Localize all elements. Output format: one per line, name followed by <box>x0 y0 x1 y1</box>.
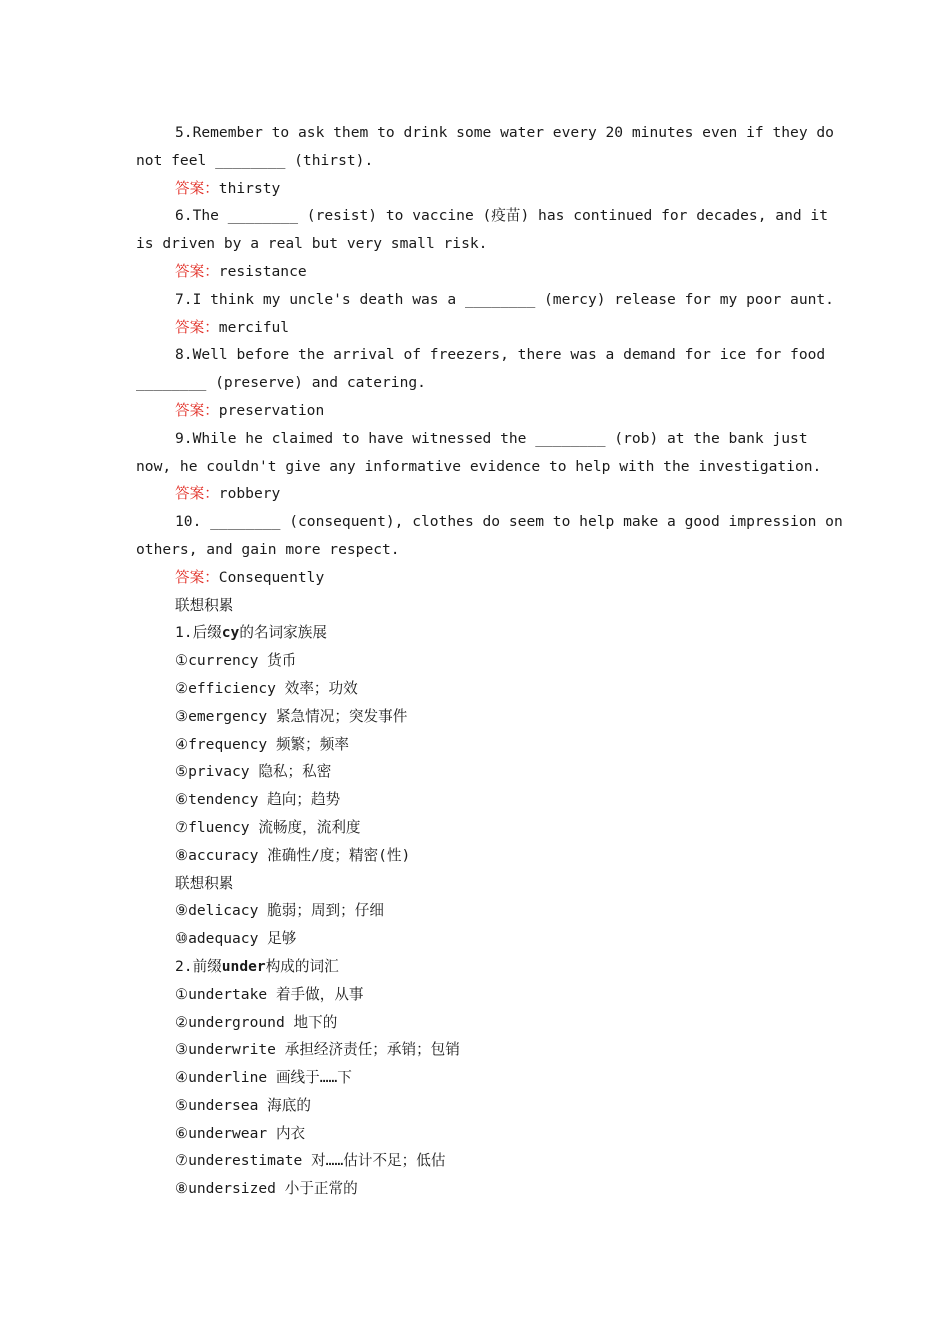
group-heading-cy <box>136 619 816 647</box>
list-item: ⑦underestimate 对……估计不足；低估 <box>175 1152 446 1170</box>
list-item: ⑤privacy 隐私；私密 <box>175 763 332 781</box>
answer-line <box>136 480 816 508</box>
group-heading-under <box>136 953 816 981</box>
list-item: ②efficiency 效率；功效 <box>175 679 358 697</box>
vocab-list-cy-continued <box>136 897 816 953</box>
question-text-line: 10. ________ (consequent), clothes do seem to help make a good impression on <box>175 513 843 531</box>
list-item: ⑥tendency 趋向；趋势 <box>175 791 341 809</box>
group-heading-suffix: 的名词家族展 <box>239 624 327 642</box>
section-title: 联想积累 <box>175 874 234 892</box>
question-text-line: 9.While he claimed to have witnessed the ________ (rob) at the bank just <box>175 429 808 447</box>
question-7 <box>136 286 834 342</box>
answer-text: resistance <box>218 262 307 280</box>
question-text-line: not feel ________ (thirst). <box>136 151 374 169</box>
question-text-line: 7.I think my uncle's death was a ________ (mercy) release for my poor aunt. <box>175 290 834 308</box>
answer-line <box>136 175 816 203</box>
answer-text: merciful <box>218 318 290 336</box>
group-heading-prefix: 2.前缀 <box>175 957 222 975</box>
answer-label: 答案： <box>175 262 219 280</box>
vocab-list-under <box>136 981 816 1203</box>
list-item: ④frequency 频繁；频率 <box>175 735 349 753</box>
document-page <box>136 119 843 1203</box>
vocab-list-cy <box>136 647 816 869</box>
answer-label: 答案： <box>175 318 219 336</box>
group-heading-keyword: cy <box>221 624 240 642</box>
list-item: ⑧undersized 小于正常的 <box>175 1180 358 1198</box>
list-item: ⑩adequacy 足够 <box>175 930 297 948</box>
list-item: ③underwrite 承担经济责任；承销；包销 <box>175 1041 460 1059</box>
question-text-line: 8.Well before the arrival of freezers, there was a demand for ice for food <box>175 346 826 364</box>
answer-label: 答案： <box>175 401 219 419</box>
list-item: ④underline 画线于……下 <box>175 1069 352 1087</box>
list-item: ⑧accuracy 准确性/度；精密(性) <box>175 846 411 864</box>
answer-label: 答案： <box>175 179 219 197</box>
question-text-line: 6.The ________ (resist) to vaccine (疫苗) has continued for decades, and it <box>175 207 829 225</box>
question-text-line: now, he couldn't give any informative evidence to help with the investigation. <box>136 457 822 475</box>
answer-line <box>136 314 816 342</box>
question-text-line: 5.Remember to ask them to drink some water every 20 minutes even if they do <box>175 124 834 141</box>
answer-text: preservation <box>218 401 325 419</box>
answer-label: 答案： <box>175 568 219 586</box>
question-9 <box>136 425 822 508</box>
answer-line <box>136 564 816 592</box>
answer-label: 答案： <box>175 485 219 503</box>
list-item: ⑨delicacy 脆弱；周到；仔细 <box>175 902 384 920</box>
group-heading-prefix: 1.后缀 <box>175 624 222 642</box>
question-6 <box>136 202 829 285</box>
answer-line <box>136 258 816 286</box>
group-heading-suffix: 构成的词汇 <box>265 957 339 975</box>
list-item: ①undertake 着手做，从事 <box>175 985 364 1003</box>
list-item: ⑥underwear 内衣 <box>175 1124 306 1142</box>
group-heading-keyword: under <box>221 957 266 975</box>
answer-text: thirsty <box>218 179 281 197</box>
list-item: ⑤undersea 海底的 <box>175 1096 311 1114</box>
list-item: ③emergency 紧急情况；突发事件 <box>175 707 408 725</box>
answer-text: Consequently <box>218 568 325 586</box>
question-text-line: others, and gain more respect. <box>136 540 400 558</box>
question-text-line: ________ (preserve) and catering. <box>136 374 426 392</box>
question-10 <box>136 508 843 591</box>
list-item: ①currency 货币 <box>175 652 297 670</box>
answer-line <box>136 397 816 425</box>
question-8 <box>136 341 826 424</box>
answer-text: robbery <box>218 485 281 503</box>
list-item: ②underground 地下的 <box>175 1013 338 1031</box>
list-item: ⑦fluency 流畅度，流利度 <box>175 818 361 836</box>
question-5 <box>136 119 834 202</box>
question-text-line: is driven by a real but very small risk. <box>136 235 488 253</box>
section-title: 联想积累 <box>175 596 234 614</box>
